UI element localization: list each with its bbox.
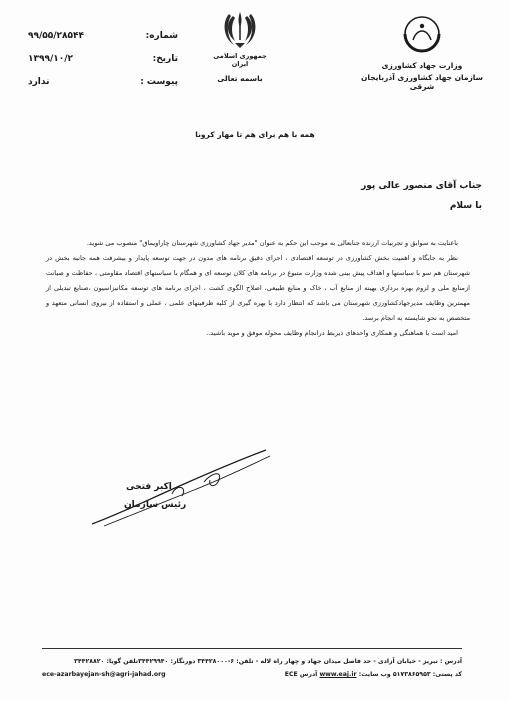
letter-date: ۱۳۹۹/۱۰/۲ bbox=[28, 53, 74, 64]
signatory-name: اکبر فتحی bbox=[126, 482, 172, 492]
organization-header bbox=[352, 14, 492, 91]
body-paragraph: باعنایت به سوابق و تجربیات ارزنده جنابعالی به موجب این حکم به عنوان "مدیر جهاد کشاورزی شهرستان چاراویماق" منصوب می شوید. bbox=[86, 239, 458, 247]
letter-date-label: تاریخ: bbox=[152, 53, 178, 64]
handwritten-signature bbox=[84, 442, 274, 532]
footer-email[interactable]: ece-azarbayejan-sh@agri-jahad.org bbox=[42, 671, 166, 678]
letter-footer bbox=[42, 648, 462, 681]
letter-number-label: شماره: bbox=[145, 30, 178, 41]
ministry-name: وزارت جهاد کشاورزی bbox=[381, 61, 463, 70]
basmala: باسمه تعالی bbox=[217, 74, 263, 83]
letter-meta bbox=[28, 24, 178, 93]
emblem-caption: جمهوری اسلامی ایران bbox=[213, 52, 267, 68]
signatory-title: رئیس سازمان bbox=[124, 500, 187, 510]
letter-attachment-label: پیوست : bbox=[140, 76, 178, 87]
jahad-logo-icon bbox=[399, 14, 445, 54]
meta-date-row bbox=[28, 47, 178, 70]
iran-emblem-icon bbox=[223, 8, 257, 50]
footer-address: آدرس : تبریز - خیابان آزادی - حد فاصل میدان جهاد و چهار راه لاله - تلفن: ۶-۳۴۴۲۸۰۰۰ دورنگار: ۳۴۴۲۹۹۴۰تلفن گویا: ۳۴۴۲۸۸۲۰ bbox=[74, 658, 462, 665]
addressee: جناب آقای منصور عالی پور bbox=[361, 181, 482, 191]
footer-website-link[interactable]: www.eaj.ir bbox=[319, 671, 357, 678]
letter-number: ۹۹/۵۵/۲۸۵۴۴ bbox=[28, 30, 85, 41]
footer-ece-label: آدرس ECE bbox=[284, 671, 318, 678]
greeting: با سلام bbox=[449, 201, 482, 211]
body-paragraph: امید است با هماهنگی و همکاری واحدهای ذیربط درانجام وظایف محوله موفق و موید باشید.. bbox=[206, 329, 458, 337]
slogan: همه با هم برای هم تا مهار کرونا bbox=[195, 130, 315, 139]
national-emblem bbox=[205, 8, 275, 83]
meta-attachment-row bbox=[28, 70, 178, 93]
footer-postal: کد پستی: ۵۱۷۳۸۶۵۹۵۳ وب سایت: bbox=[358, 671, 462, 678]
meta-number-row bbox=[28, 24, 178, 47]
footer-web bbox=[285, 668, 462, 681]
letter-attachment: ندارد bbox=[28, 76, 50, 87]
footer-contact bbox=[42, 668, 462, 681]
signature-block bbox=[84, 442, 274, 532]
letter-body bbox=[46, 236, 470, 341]
organization-name: سازمان جهاد کشاورزی آذربایجان شرقی bbox=[360, 73, 483, 91]
body-paragraph: نظر به جایگاه و اهمیت بخش کشاورزی در توسعه اقتصادی ، اجرای دقیق برنامه های مدون در جهت توسعه پایدار و بیشرفت همه جانبه بخش در شهرستان هم سو با سیاستها و اهداف پیش بینی شده وزارت متبوع در برنامه های کلان توسعه ای و همگام با سیاستهای اقتصاد مقاومتی ، حفاظت و صیانت ازمنابع ملی و لزوم بهره برداری بهینه از منابع آب ، خاک و منابع طبیعی، اصلاح الگوی کشت ، اجرای برنامه های توسعه مکانیزاسیون ،صنایع تبدیلی از مهمترین وظایف مدیرجهادکشاورزی شهرستان می باشد که انتظار دارد با بهره گیری از کلیه ظرفیتهای علمی ، عملی و استفاده از نیروی انسانی متعهد و متخصص به نحو شایسته به انجام برسد. bbox=[46, 254, 470, 322]
